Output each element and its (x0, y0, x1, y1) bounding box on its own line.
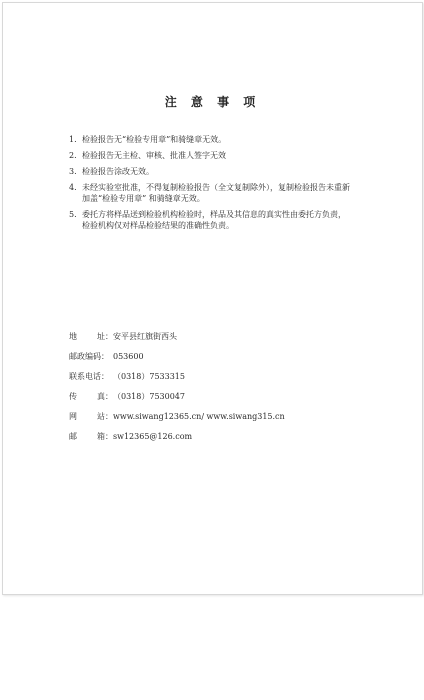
contact-label-part: 联系电话： (69, 372, 109, 381)
notice-list (69, 134, 369, 236)
contact-fax-value: （0318）7530047 (113, 392, 185, 401)
contact-label-part: 地 (69, 332, 77, 341)
contact-email-row (69, 431, 285, 451)
notice-text (82, 134, 369, 145)
contact-label (69, 371, 113, 391)
notice-number: 4. (69, 183, 77, 192)
contact-label (69, 391, 113, 411)
contact-postcode-row (69, 351, 285, 371)
contact-label (69, 331, 113, 351)
contact-address-value: 安平县红旗街西头 (113, 332, 177, 341)
contact-email-value: sw12365@126.com (113, 432, 193, 441)
contact-label (69, 431, 113, 451)
notice-line: 检验机构仅对样品检验结果的准确性负责。 (82, 221, 234, 230)
notice-item (69, 134, 369, 145)
contact-label-part: 网 (69, 412, 77, 421)
contact-label-part: 站： (97, 412, 113, 421)
notice-line: 检验报告无主检、审核、批准人签字无效 (82, 151, 226, 160)
notice-item (69, 150, 369, 161)
notice-text (82, 182, 369, 204)
page-title: 注 意 事 项 (164, 95, 261, 109)
contact-label-part: 邮 (69, 432, 77, 441)
notice-text (82, 150, 369, 161)
notice-line: 检验报告无“检验专用章”和骑缝章无效。 (82, 135, 227, 144)
notice-item (69, 182, 369, 204)
notice-item (69, 166, 369, 177)
notice-text (82, 209, 369, 231)
notice-number: 5. (69, 210, 77, 219)
contact-info (69, 331, 285, 451)
notice-line: 未经实验室批准，不得复制检验报告（全文复制除外），复制检验报告未重新 (82, 183, 350, 192)
contact-label-part: 真： (97, 392, 113, 401)
contact-fax-row (69, 391, 285, 411)
contact-label-part: 址： (97, 332, 113, 341)
contact-label (69, 411, 113, 431)
contact-website-row (69, 411, 285, 431)
contact-postcode-value: 053600 (113, 352, 144, 361)
notice-line: 委托方将样品送到检验机构检验时，样品及其信息的真实性由委托方负责， (82, 210, 346, 219)
notice-line: 加盖“检验专用章” 和骑缝章无效。 (82, 194, 205, 203)
contact-phone-row (69, 371, 285, 391)
contact-label-part: 邮政编码： (69, 352, 109, 361)
notice-text (82, 166, 369, 177)
contact-label-part: 传 (69, 392, 77, 401)
contact-website-value: www.siwang12365.cn/ www.siwang315.cn (113, 412, 285, 421)
contact-label-part: 箱： (97, 432, 113, 441)
notice-number: 3. (69, 167, 77, 176)
notice-line: 检验报告涂改无效。 (82, 167, 154, 176)
notice-item (69, 209, 369, 231)
contact-address-row (69, 331, 285, 351)
document-page (2, 2, 423, 595)
notice-number: 2. (69, 151, 77, 160)
contact-phone-value: （0318）7533315 (113, 372, 185, 381)
contact-label (69, 351, 113, 371)
notice-number: 1. (69, 135, 77, 144)
